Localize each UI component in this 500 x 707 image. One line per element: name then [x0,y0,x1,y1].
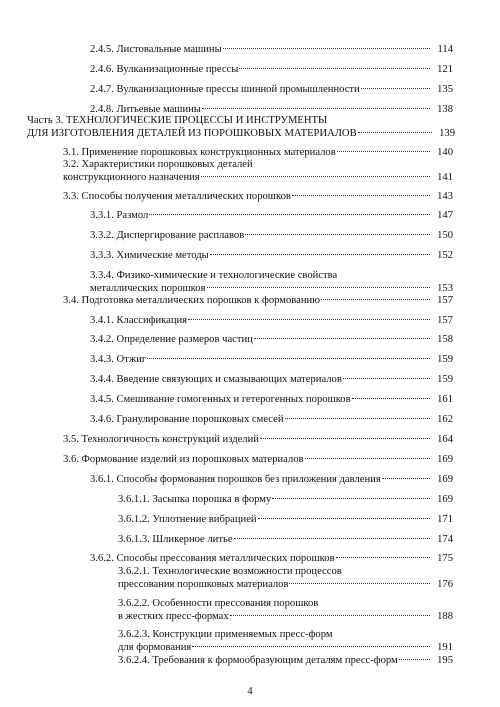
toc-entry [118,654,453,667]
toc-page-number: 162 [437,414,453,425]
page-number: 4 [247,686,253,697]
toc-entry-title: 3.6.2.1. Технологические возможности процессов [118,566,342,577]
toc-entry [118,565,453,591]
toc-entry [90,229,453,242]
toc-page-number: 195 [437,655,453,666]
toc-entry-title: 3.3.4. Физико-химические и технологические свойства [90,270,338,281]
toc-entry-title: 3.6.2. Способы прессования металлических порошков [90,553,335,564]
toc-entry-title: 3.6.2.4. Требования к формообразующим деталям пресс-форм [118,655,398,666]
toc-dot-leader [305,458,430,459]
toc-entry [90,249,453,262]
toc-dot-leader [147,358,430,359]
toc-entry [90,269,453,295]
toc-page-number: 169 [437,454,453,465]
toc-page-number: 143 [437,191,453,202]
toc-entry [63,294,453,307]
toc-dot-leader [292,195,430,196]
toc-page-number: 175 [437,553,453,564]
toc-dot-leader [321,299,430,300]
toc-page-number: 171 [437,514,453,525]
toc-entry-title: конструкционного назначения [63,172,200,183]
toc-entry [118,628,453,654]
toc-page-number: 139 [439,128,455,139]
toc-entry [118,513,453,526]
toc-entry-title: 2.4.6. Вулканизационные прессы [90,64,239,75]
toc-entry [90,373,453,386]
toc-dot-leader [210,254,430,255]
toc-entry-title: для формования [118,642,192,653]
toc-page-number: 174 [437,534,453,545]
toc-entry [63,190,453,203]
toc-page-number: 152 [437,250,453,261]
toc-entry [90,473,453,486]
toc-dot-leader [258,518,430,519]
toc-entry-title: 3.6.1.3. Шликерное литье [118,534,233,545]
toc-entry [90,333,453,346]
toc-entry-title: 3.4.2. Определение размеров частиц [90,334,253,345]
toc-dot-leader [336,557,430,558]
toc-page-number: 188 [437,611,453,622]
toc-entry-title: 2.4.7. Вулканизационные прессы шинной промышленности [90,84,360,95]
toc-dot-leader [254,338,430,339]
toc-page-number: 161 [437,394,453,405]
toc-page-number: 121 [437,64,453,75]
toc-entry-title: 3.6.2.2. Особенности прессования порошков [118,598,319,609]
toc-entry-title: в жестких пресс-формах [118,611,229,622]
toc-page-number: 157 [437,295,453,306]
toc-entry [63,158,453,184]
toc-entry [90,63,453,76]
toc-entry [90,552,453,565]
toc-entry-title: 3.6.2.3. Конструкции применяемых пресс-форм [118,629,333,640]
toc-page-number: 159 [437,374,453,385]
toc-dot-leader [361,88,430,89]
toc-entry-title: 3.6. Формование изделий из порошковых материалов [63,454,304,465]
toc-entry-title: 3.2. Характеристики порошковых деталей [63,159,253,170]
toc-page-number: 169 [437,494,453,505]
toc-page-number: 164 [437,434,453,445]
toc-entry-title: ДЛЯ ИЗГОТОВЛЕНИЯ ДЕТАЛЕЙ ИЗ ПОРОШКОВЫХ МАТЕРИАЛОВ [27,128,357,139]
toc-page-number: 169 [437,474,453,485]
toc-entry [90,353,453,366]
toc-page-number: 191 [437,642,453,653]
toc-entry [118,597,453,623]
toc-entry-title: 3.3.3. Химические методы [90,250,209,261]
toc-page-number: 150 [437,230,453,241]
toc-dot-leader [149,214,430,215]
toc-dot-leader [358,132,432,133]
toc-page-number: 176 [437,579,453,590]
toc-dot-leader [202,108,430,109]
toc-page-number: 135 [437,84,453,95]
toc-dot-leader [382,478,430,479]
toc-entry [90,209,453,222]
toc-dot-leader [343,378,430,379]
toc-entry [63,453,453,466]
toc-entry-title: 3.6.1.1. Засыпка порошка в форму [118,494,272,505]
toc-entry-title: 3.6.1.2. Уплотнение вибрацией [118,514,257,525]
toc-entry-title: металлических порошков [90,283,206,294]
toc-page-number: 138 [437,104,453,115]
toc-entry [90,314,453,327]
toc-dot-leader [201,176,430,177]
toc-dot-leader [188,319,430,320]
toc-entry-title: Часть 3. ТЕХНОЛОГИЧЕСКИЕ ПРОЦЕССЫ И ИНСТРУМЕНТЫ [27,115,328,126]
toc-dot-leader [192,646,430,647]
toc-entry [90,43,453,56]
toc-dot-leader [234,538,430,539]
toc-page-number: 114 [437,44,453,55]
toc-entry-title: 2.4.8. Литьевые машины [90,104,201,115]
toc-entry-title: 3.4.3. Отжиг [90,354,147,365]
toc-entry [90,413,453,426]
toc-page-number: 159 [437,354,453,365]
toc-entry-title: 3.1. Применение порошковых конструкционных материалов [63,147,336,158]
toc-page-number: 153 [437,283,453,294]
toc-dot-leader [289,583,430,584]
toc-entry-title: 3.3. Способы получения металлических порошков [63,191,291,202]
toc-entry-title: 3.4.6. Гранулирование порошковых смесей [90,414,284,425]
toc-dot-leader [352,398,430,399]
toc-dot-leader [239,68,430,69]
toc-entry [27,114,455,140]
toc-dot-leader [399,659,430,660]
toc-entry-title: прессования порошковых материалов [118,579,289,590]
toc-entry-title: 3.4.4. Введение связующих и смазывающих материалов [90,374,342,385]
toc-entry [90,393,453,406]
toc-page-number: 147 [437,210,453,221]
toc-entry [118,493,453,506]
toc-entry-title: 3.4. Подготовка металлических порошков к формованию [63,295,321,306]
toc-dot-leader [337,151,430,152]
toc-entry-title: 3.6.1. Способы формования порошков без приложения давления [90,474,381,485]
toc-entry-title: 3.4.5. Смешивание гомогенных и гетерогенных порошков [90,394,351,405]
toc-page-number: 158 [437,334,453,345]
toc-entry [118,533,453,546]
toc-entry-title: 3.3.2. Диспергирование расплавов [90,230,245,241]
toc-dot-leader [285,418,430,419]
toc-dot-leader [223,48,430,49]
toc-dot-leader [230,615,430,616]
toc-dot-leader [245,234,430,235]
toc-entry-title: 3.4.1. Классификация [90,315,188,326]
toc-dot-leader [272,498,430,499]
toc-dot-leader [260,438,430,439]
toc-page-number: 141 [437,172,453,183]
toc-page-number: 140 [437,147,453,158]
toc-entry-title: 2.4.5. Листовальные машины [90,44,222,55]
toc-dot-leader [207,287,430,288]
toc-entry [90,83,453,96]
toc-entry [63,433,453,446]
toc-page-number: 157 [437,315,453,326]
toc-entry-title: 3.3.1. Размол [90,210,149,221]
toc-entry-title: 3.5. Технологичность конструкций изделий [63,434,259,445]
